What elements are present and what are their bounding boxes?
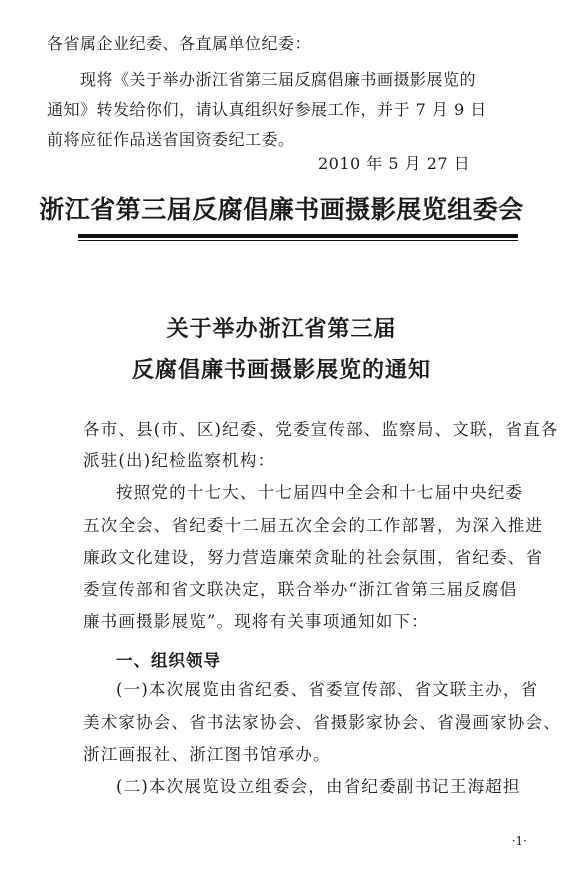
item-line: (一)本次展览由省纪委、省委宣传部、省文联主办，省 (116, 680, 539, 699)
item-line: 浙江画报社、浙江图书馆承办。 (83, 745, 331, 764)
header-rule-thick (78, 234, 518, 238)
cover-text-line: 现将《关于举办浙江省第三届反腐倡廉书画摄影展览的 (80, 70, 477, 89)
paragraph-line: 五次全会、省纪委十二届五次全会的工作部署，为深入推进 (83, 516, 544, 535)
recipients-line: 派驻(出)纪检监察机构： (83, 451, 276, 470)
cover-text-line: 前将应征作品送省国资委纪工委。 (47, 130, 295, 149)
recipients-line: 各市、县(市、区)纪委、党委宣传部、监察局、文联，省直各 (83, 420, 559, 439)
notice-title-line2: 反腐倡廉书画摄影展览的通知 (131, 357, 431, 383)
page-number: ·1· (511, 834, 527, 848)
paragraph-line: 委宣传部和省文联决定，联合举办“浙江省第三届反腐倡 (83, 580, 518, 599)
paragraph-line: 按照党的十七大、十七届四中全会和十七届中央纪委 (116, 483, 524, 502)
paragraph-line: 廉书画摄影展览”。现将有关事项通知如下： (83, 612, 429, 631)
cover-text-line: 通知》转发给你们，请认真组织好参展工作，并于 7 月 9 日 (47, 100, 487, 119)
paragraph-line: 廉政文化建设，努力营造廉荣贪耻的社会氛围，省纪委、省 (83, 548, 544, 567)
header-rule-thin (78, 240, 518, 241)
cover-date: 2010 年 5 月 27 日 (318, 154, 471, 173)
section-heading: 一、组织领导 (116, 651, 221, 670)
item-line: 美术家协会、省书法家协会、省摄影家协会、省漫画家协会、 (83, 713, 561, 732)
cover-address: 各省属企业纪委、各直属单位纪委： (47, 34, 312, 53)
item-line: (二)本次展览设立组委会，由省纪委副书记王海超担 (116, 777, 521, 796)
organizer-header: 浙江省第三届反腐倡廉书画摄影展览组委会 (39, 195, 524, 224)
notice-title-line1: 关于举办浙江省第三届 (166, 316, 397, 342)
